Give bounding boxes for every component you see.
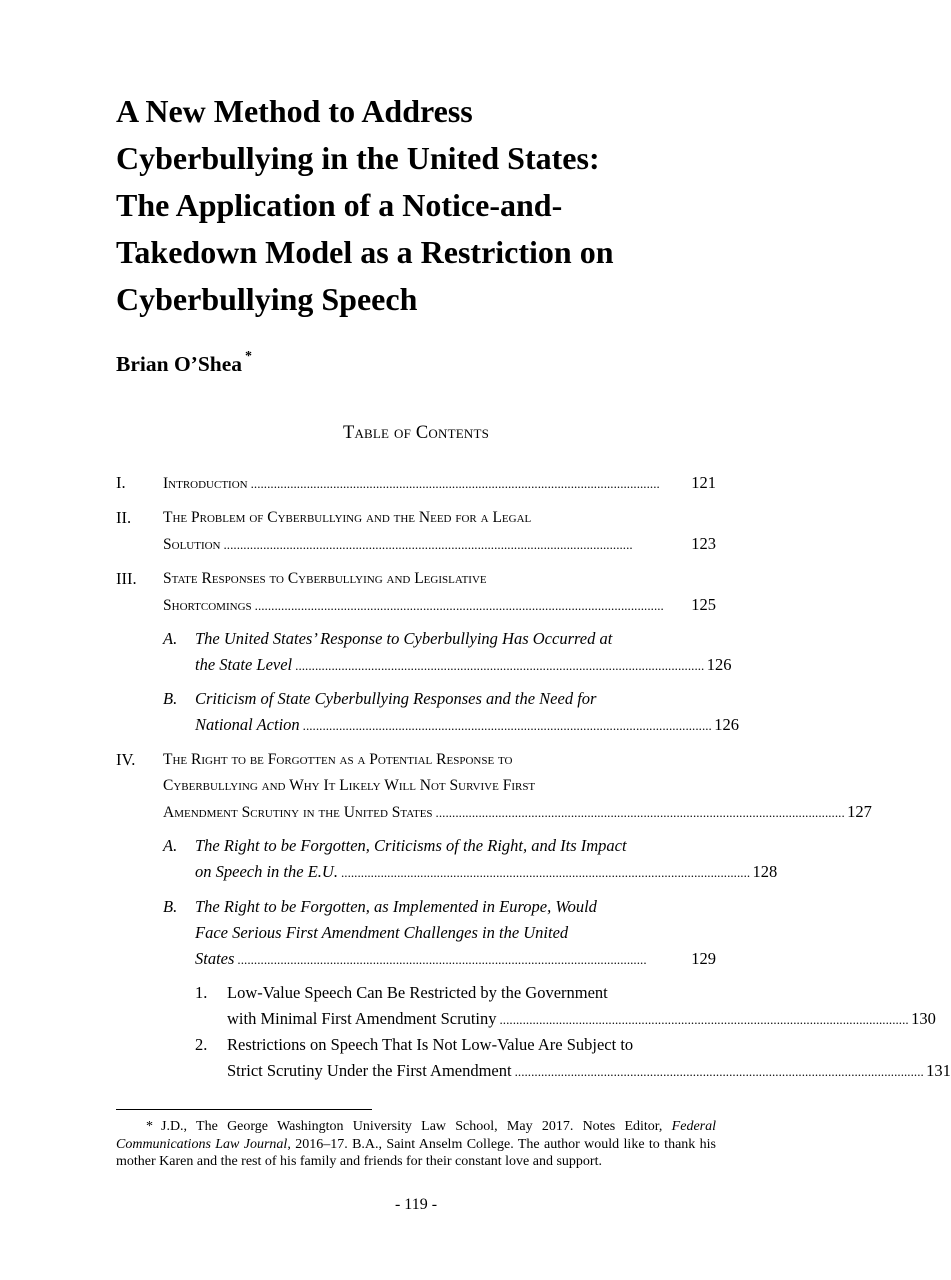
toc-page-number: 123 [691,534,716,553]
toc-numeral: IV. [116,750,136,769]
toc-entry-line[interactable] [195,948,716,971]
toc-page-number: 128 [752,862,778,881]
toc-page-number: 129 [691,949,716,968]
toc-entry-title: on Speech in the E.U. [195,862,338,881]
title-line: Cyberbullying in the United States: [116,140,600,176]
toc-entry-title: Criticism of State Cyberbullying Responses and the Need for [195,689,597,708]
title-line: A New Method to Address [116,93,473,129]
footnote-divider [116,1109,372,1110]
toc-entry-line[interactable] [195,982,716,1004]
toc-entry-line[interactable] [227,1060,951,1083]
toc-numeral: 2. [195,1035,208,1054]
toc-entry-title: The Problem of Cyberbullying and the Need for a Legal [163,509,532,526]
toc-entry-title: Face Serious First Amendment Challenges in the United [195,923,569,942]
toc-numeral: B. [163,689,178,708]
table-of-contents [116,0,951,1100]
toc-page-number: 127 [847,802,872,821]
toc-numeral: III. [116,569,137,588]
toc-entry-line[interactable] [195,1034,716,1056]
toc-entry-title: Introduction [163,475,248,492]
toc-entry-line[interactable] [163,775,716,797]
toc-entry-title: The Right to be Forgotten, Criticisms of the Right, and Its Impact [195,836,627,855]
toc-entry-title: States [195,949,235,968]
title-line: The Application of a Notice-and- [116,187,563,223]
footnote-journal-name: Federal Communications Law Journal [116,1119,716,1152]
footnote [116,1118,716,1171]
toc-entry-title: Low-Value Speech Can Be Restricted by the Government [227,983,608,1002]
toc-entry-line[interactable] [195,654,732,677]
toc-entry-title: the State Level [195,655,293,674]
dot-leader [500,1008,908,1031]
toc-entry-title: Amendment Scrutiny in the United States [163,804,433,821]
dot-leader [303,714,711,737]
toc-entry-title: Cyberbullying and Why It Likely Will Not Survive First [163,777,536,794]
toc-entry-title: with Minimal First Amendment Scrutiny [227,1009,497,1028]
toc-entry-line[interactable] [163,533,716,556]
footnote-text: J.D., The George Washington University Law School, May 2017. Notes Editor, [161,1119,672,1134]
toc-page-number: 125 [691,595,716,614]
footnote-text: , 2016–17. B.A., Saint Anselm College. The author would like to thank his mother Karen and the rest of his family and friends for their constant love and support. [116,1136,716,1169]
dot-leader [341,861,749,884]
toc-page-number: 121 [691,473,716,492]
toc-entry-line[interactable] [163,594,716,617]
dot-leader [237,948,687,971]
toc-entry-line[interactable] [116,749,716,771]
author-name: Brian O’Shea [116,352,243,377]
author-footnote-mark[interactable]: * [245,349,253,364]
toc-entry-line[interactable] [116,507,716,529]
toc-entry-line[interactable] [195,922,716,944]
toc-numeral: 1. [195,983,208,1002]
toc-numeral: A. [163,836,178,855]
toc-page-number: 130 [911,1009,936,1028]
toc-entry-line[interactable] [195,714,739,737]
toc-entry-title: Solution [163,536,221,553]
toc-page-number: 126 [714,715,739,734]
dot-leader [251,472,688,495]
toc-entry-title: State Responses to Cyberbullying and Legislative [163,570,487,587]
toc-entry-line[interactable] [163,835,716,857]
dot-leader [295,654,703,677]
toc-numeral: II. [116,508,132,527]
toc-numeral: B. [163,897,178,916]
toc-entry-line[interactable] [163,801,872,824]
toc-entry-title: The Right to be Forgotten, as Implemented in Europe, Would [195,897,597,916]
title-line: Cyberbullying Speech [116,281,418,317]
dot-leader [515,1060,923,1083]
page-number: - 119 - [394,1196,438,1213]
toc-numeral: A. [163,629,178,648]
toc-heading: Table of Contents [342,423,490,443]
toc-entry-title: The United States’ Response to Cyberbullying Has Occurred at [195,629,613,648]
toc-entry-line[interactable] [163,688,716,710]
toc-entry-line[interactable] [163,896,716,918]
toc-entry-line[interactable] [227,1008,936,1031]
toc-entry-title: The Right to be Forgotten as a Potential Response to [163,751,513,768]
toc-entry-line[interactable] [116,568,716,590]
toc-page-number: 131 [926,1061,951,1080]
toc-entry-title: Restrictions on Speech That Is Not Low-Value Are Subject to [227,1035,634,1054]
toc-entry-title: National Action [195,715,300,734]
toc-page-number: 126 [706,655,732,674]
toc-entry-line[interactable] [163,628,716,650]
toc-entry-title: Shortcomings [163,597,252,614]
toc-entry-line[interactable] [116,472,716,495]
footnote-mark: * [146,1119,153,1134]
toc-entry-line[interactable] [195,861,778,884]
toc-numeral: I. [116,473,126,492]
title-line: Takedown Model as a Restriction on [116,234,614,270]
dot-leader [436,801,844,824]
toc-entry-title: Strict Scrutiny Under the First Amendment [227,1061,512,1080]
dot-leader [224,533,688,556]
dot-leader [255,594,688,617]
